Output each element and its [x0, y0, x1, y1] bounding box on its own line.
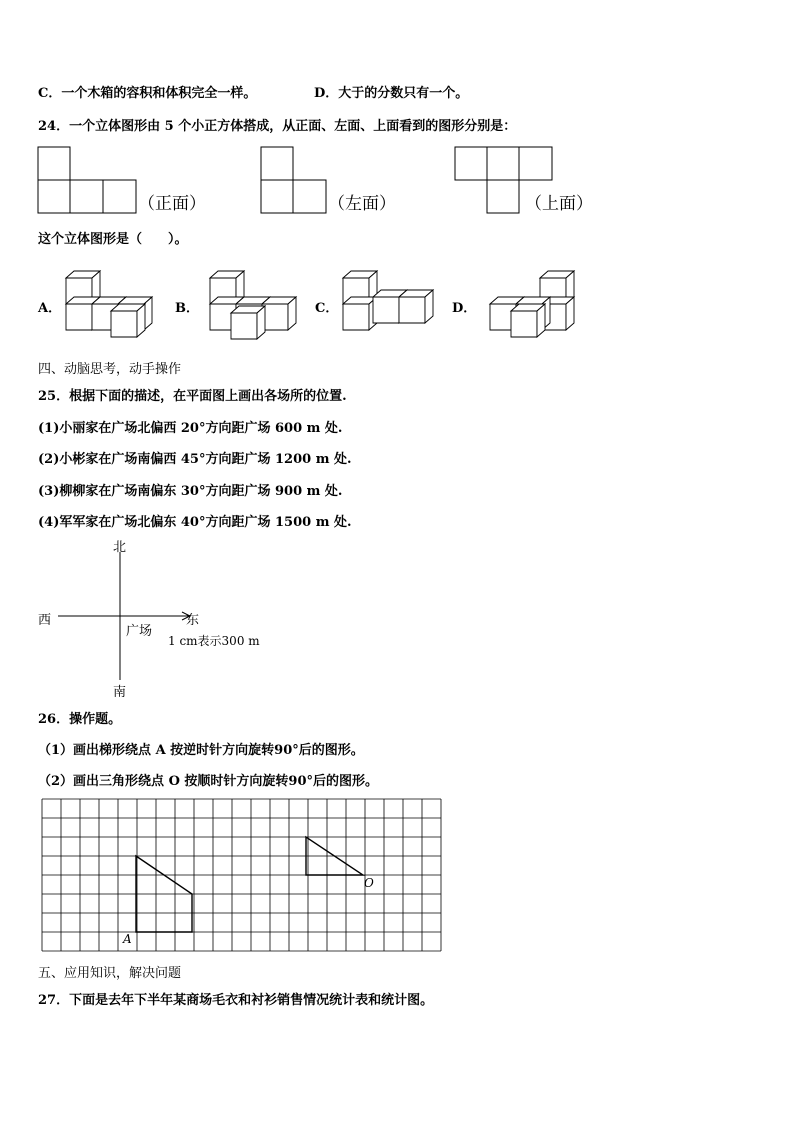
q25-item-2: (2)小彬家在广场南偏西 45°方向距广场 1200 m 处.	[38, 452, 352, 467]
plaza-label: 广场	[126, 624, 153, 639]
option-c: C．一个木箱的容积和体积完全一样。	[38, 86, 257, 101]
scale-label: 1 cm表示300 m	[168, 634, 260, 648]
q25-item-4: (4)军军家在广场北偏东 40°方向距广场 1500 m 处.	[38, 515, 352, 530]
q27-stem: 27．下面是去年下半年某商场毛衣和衬衫销售情况统计表和统计图。	[38, 993, 434, 1008]
option-d: D．大于的分数只有一个。	[314, 86, 469, 101]
left-view-label: （左面）	[328, 194, 396, 214]
q24-stem: 24．一个立体图形由 5 个小正方体搭成，从正面、左面、上面看到的图形分别是：	[38, 119, 517, 134]
q24-question: 这个立体图形是（ ）。	[38, 232, 188, 247]
q26-item-1: （1）画出梯形绕点 A 按逆时针方向旋转90°后的图形。	[38, 743, 364, 758]
west-label: 西	[38, 613, 52, 628]
east-label: 东	[186, 613, 200, 628]
option-c-label: C．	[315, 301, 339, 316]
option-b-label: B．	[175, 301, 199, 316]
q25-stem: 25．根据下面的描述，在平面图上画出各场所的位置.	[38, 389, 347, 404]
option-d-label: D．	[452, 301, 477, 316]
point-a-label: A	[123, 932, 132, 946]
point-o-label: O	[364, 876, 374, 890]
section5-heading: 五、应用知识，解决问题	[38, 966, 182, 981]
front-view-label: （正面）	[138, 194, 206, 214]
top-view-label: （上面）	[525, 194, 593, 214]
south-label: 南	[113, 685, 127, 700]
q26-stem: 26．操作题。	[38, 712, 122, 727]
q25-item-1: (1)小丽家在广场北偏西 20°方向距广场 600 m 处.	[38, 421, 343, 436]
q26-item-2: （2）画出三角形绕点 O 按顺时针方向旋转90°后的图形。	[38, 774, 379, 789]
q25-item-3: (3)柳柳家在广场南偏东 30°方向距广场 900 m 处.	[38, 484, 343, 499]
north-label: 北	[113, 540, 127, 555]
option-a-label: A．	[38, 301, 62, 316]
section4-heading: 四、动脑思考，动手操作	[38, 362, 182, 377]
